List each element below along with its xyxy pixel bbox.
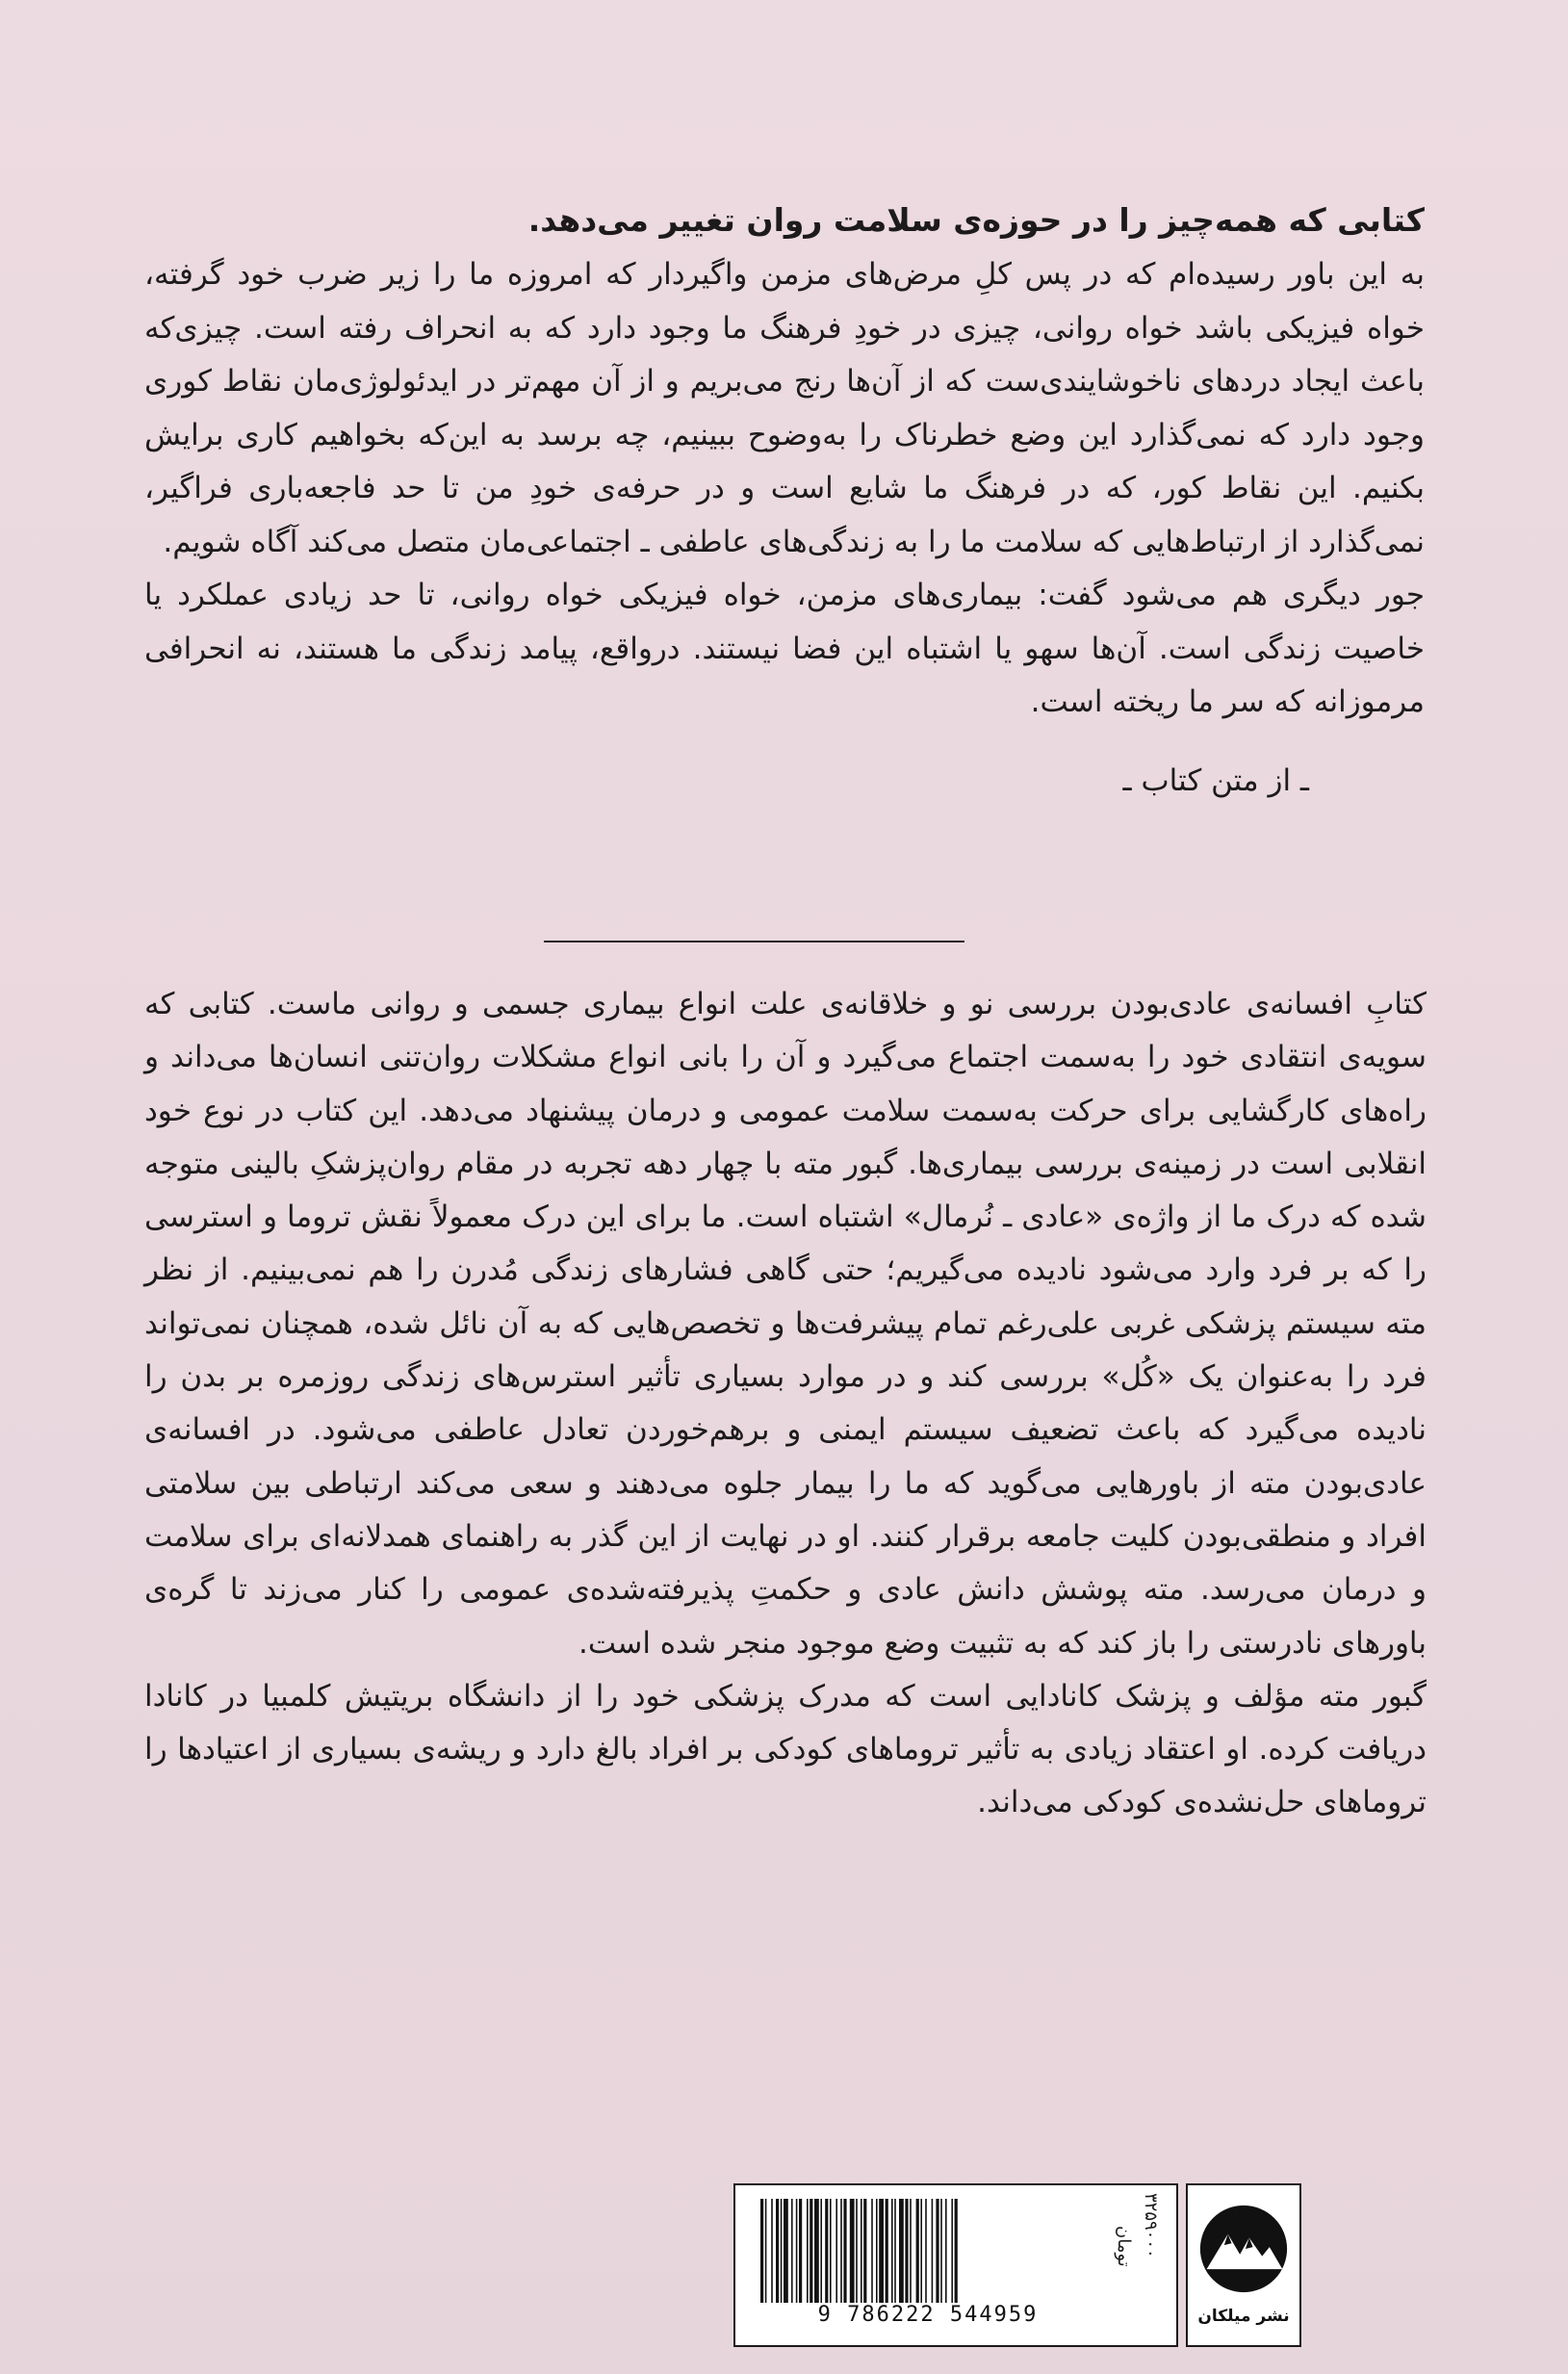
publisher-logo-box <box>1186 2183 1301 2347</box>
section-divider <box>544 941 964 942</box>
barcode-label <box>733 2183 1178 2347</box>
barcode-bars <box>755 2199 1101 2303</box>
excerpt-paragraph-2: جور دیگری هم می‌شود گفت: بیماری‌های مزمن، خواه فیزیکی خواه روانی، تا حد زیادی عملکرد یا خاصیت زندگی است. آن‌ها سهو یا اشتباه این فضا نیستند. درواقع، پیامد زندگی ما هستند، نه انحرافی مرموزانه که سر ما ریخته است. <box>144 578 1425 719</box>
description-section <box>144 978 1427 1830</box>
isbn-digits: 9 786222 544959 <box>817 2303 1039 2327</box>
publisher-name: نشر میلکان <box>1197 2307 1290 2326</box>
price-currency: تومان <box>1114 2226 1134 2267</box>
tagline-heading: کتابی که همه‌چیز را در حوزه‌ی سلامت روان تغییر می‌دهد. <box>527 201 1425 239</box>
author-bio-paragraph: گبور مته مؤلف و پزشک کانادایی است که مدرک پزشکی خود را از دانشگاه بریتیش کلمبیا در کانادا دریافت کرده. او اعتقاد زیادی به تأثیر تروماهای کودکی بر افراد بالغ دارد و ریشه‌ی بسیاری از اعتیادها را تروماهای حل‌نشده‌ی کودکی می‌داند. <box>144 1678 1427 1820</box>
description-paragraph-1: کتابِ افسانه‌ی عادی‌بودن بررسی نو و خلاقانه‌ی علت انواع بیماری جسمی و روانی ماست. کتابی که سویه‌ی انتقادی خود را به‌سمت اجتماع می‌گیرد و آن را بانی انواع مشکلات روان‌تنی انسان‌ها می‌داند و راه‌های کارگشایی برای حرکت به‌سمت سلامت عمومی و درمان پیشنهاد می‌دهد. این کتاب در نوع خود انقلابی است در زمینه‌ی بررسی بیماری‌ها. گبور مته با چهار دهه تجربه در مقام روان‌پزشکِ بالینی متوجه شده که درک ما از واژه‌ی «عادی ـ نُرمال» اشتباه است. ما برای این درک معمولاً نقش تروما و استرسی را که بر فرد وارد می‌شود نادیده می‌گیریم؛ حتی گاهی فشارهای زندگی مُدرن را هم نمی‌بینیم. از نظر مته سیستم پزشکی غربی علی‌رغم تمام پیشرفت‌ها و تخصص‌هایی که به آن نائل شده، همچنان نمی‌تواند فرد را به‌عنوان یک «کُل» بررسی کند و در موارد بسیاری تأثیر استرس‌های زندگی روزمره بر بدن را نادیده می‌گیرد که باعث تضعیف سیستم ایمنی و برهم‌خوردن تعادل عاطفی می‌شود. در افسانه‌ی عادی‌بودن مته از باورهایی می‌گوید که ما را بیمار جلوه می‌دهند و سعی می‌کند ارتباطی بین سلامتی افراد و منطقی‌بودن کلیت جامعه برقرار کنند. او در نهایت از این گذر به راهنمای همدلانه‌ای برای سلامت و درمان می‌رسد. مته پوشش دانش عادی و حکمتِ پذیرفته‌شده‌ی عمومی را کنار می‌زند تا گره‌ی باورهای نادرستی را باز کند که به تثبیت وضع موجود منجر شده است. <box>144 987 1427 1661</box>
excerpt-source: ـ از متن کتاب ـ <box>1122 762 1309 798</box>
excerpt-paragraph-1: به این باور رسیده‌ام که در پس کلِ مرض‌های مزمن واگیردار که امروزه ما را زیر ضرب خود گرفته، خواه فیزیکی باشد خواه روانی، چیزی در خودِ فرهنگ ما وجود دارد که به انحراف رفته است. چیزی‌که باعث ایجاد دردهای ناخوشایندی‌ست که از آن‌ها رنج می‌بریم و از آن مهم‌تر در ایدئولوژی‌مان نقاط کوری وجود دارد که نمی‌گذارد این وضع خطرناک را به‌وضوح ببینیم، چه برسد به این‌که بخواهیم کاری برایش بکنیم. این نقاط کور، که در فرهنگ ما شایع است و در حرفه‌ی خودِ من تا حد فاجعه‌باری فراگیر، نمی‌گذارد از ارتباط‌هایی که سلامت ما را به زندگی‌های عاطفی ـ اجتماعی‌مان متصل می‌کند آگاه شویم. <box>144 257 1425 559</box>
price-label <box>1107 2191 1174 2341</box>
price-value: ۳۲۵۹۰۰۰ <box>1141 2193 1161 2258</box>
mountain-logo-icon <box>1197 2203 1290 2295</box>
excerpt-section <box>144 193 1425 808</box>
